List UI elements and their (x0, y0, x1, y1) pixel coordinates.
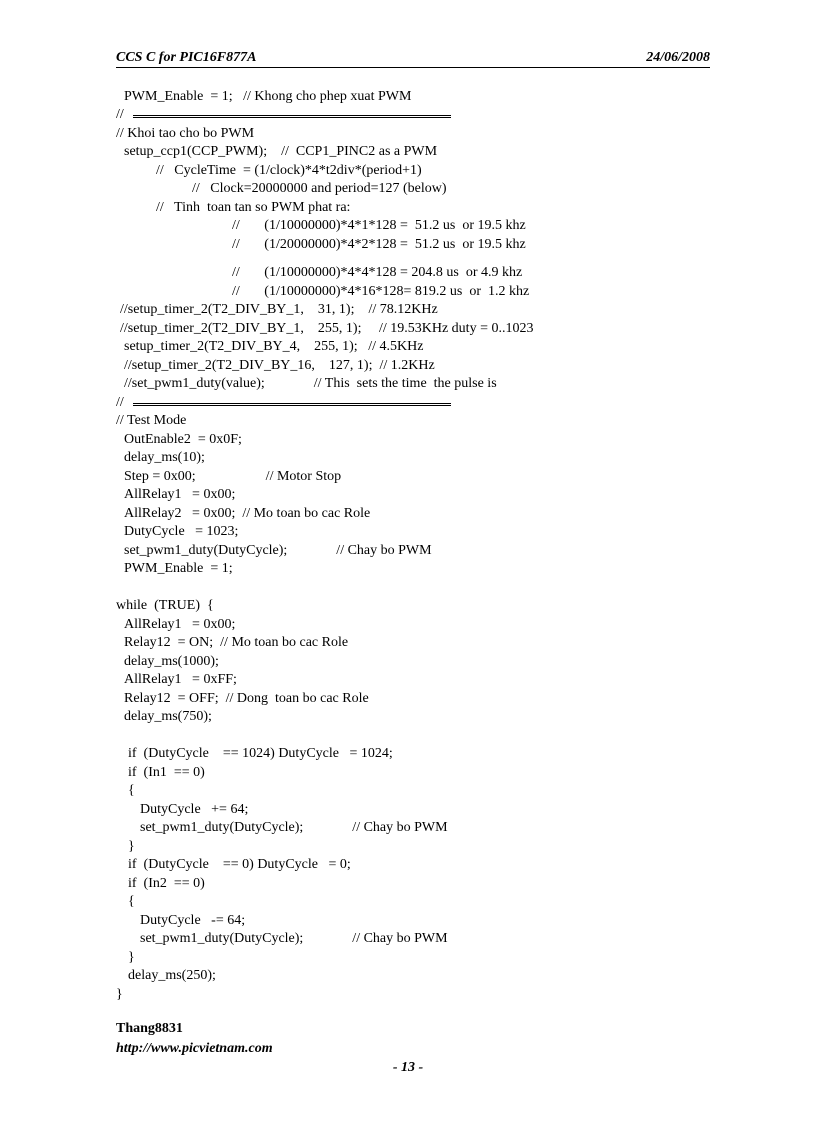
author-name: Thang8831 (116, 1021, 183, 1036)
code-line: } (128, 950, 135, 965)
header-title: CCS C for PIC16F877A (116, 50, 257, 65)
code-line: Relay12 = ON; // Mo toan bo cac Role (124, 635, 349, 650)
code-line: { (128, 894, 135, 909)
code-line: if (In2 == 0) (128, 876, 205, 891)
code-line: set_pwm1_duty(DutyCycle); // Chay bo PWM (140, 931, 448, 946)
code-line: AllRelay1 = 0x00; (124, 617, 236, 632)
code-line: setup_ccp1(CCP_PWM); // CCP1_PINC2 as a PWM (124, 144, 438, 159)
page-number: - 13 - (392, 1060, 424, 1075)
code-line: AllRelay1 = 0xFF; (124, 672, 237, 687)
separator-rule (133, 115, 451, 118)
header-rule (116, 67, 710, 68)
code-line: // (1/10000000)*4*4*128 = 204.8 us or 4.9 khz (232, 265, 523, 280)
code-line: //setup_timer_2(T2_DIV_BY_1, 255, 1); // 19.53KHz duty = 0..1023 (120, 321, 534, 336)
code-line: //setup_timer_2(T2_DIV_BY_16, 127, 1); // 1.2KHz (124, 358, 435, 373)
code-line: AllRelay2 = 0x00; // Mo toan bo cac Role (124, 506, 371, 521)
website-link[interactable]: http://www.picvietnam.com (116, 1041, 273, 1056)
code-line: } (116, 987, 123, 1002)
code-line: delay_ms(750); (124, 709, 212, 724)
code-line: delay_ms(10); (124, 450, 205, 465)
code-line: // Khoi tao cho bo PWM (116, 126, 255, 141)
code-line: // CycleTime = (1/clock)*4*t2div*(period+1) (156, 163, 422, 178)
code-line: //setup_timer_2(T2_DIV_BY_1, 31, 1); // 78.12KHz (120, 302, 438, 317)
code-line: // (1/10000000)*4*16*128= 819.2 us or 1.2 khz (232, 284, 530, 299)
code-line: // Test Mode (116, 413, 187, 428)
code-line: if (DutyCycle == 1024) DutyCycle = 1024; (128, 746, 393, 761)
code-line: //set_pwm1_duty(value); // This sets the time the pulse is (124, 376, 497, 391)
code-line: Step = 0x00; // Motor Stop (124, 469, 342, 484)
code-line: AllRelay1 = 0x00; (124, 487, 236, 502)
code-line: if (In1 == 0) (128, 765, 205, 780)
code-line: while (TRUE) { (116, 598, 214, 613)
code-line: delay_ms(250); (128, 968, 216, 983)
code-line: setup_timer_2(T2_DIV_BY_4, 255, 1); // 4.5KHz (124, 339, 424, 354)
separator-rule (133, 403, 451, 406)
code-line: PWM_Enable = 1; // Khong cho phep xuat PWM (124, 89, 412, 104)
code-line: } (128, 839, 135, 854)
code-line: // (1/20000000)*4*2*128 = 51.2 us or 19.5 khz (232, 237, 526, 252)
code-line: DutyCycle -= 64; (140, 913, 246, 928)
code-line: // (1/10000000)*4*1*128 = 51.2 us or 19.5 khz (232, 218, 526, 233)
page-header (116, 50, 710, 68)
code-line: Relay12 = OFF; // Dong toan bo cac Role (124, 691, 369, 706)
code-line: if (DutyCycle == 0) DutyCycle = 0; (128, 857, 351, 872)
code-line: PWM_Enable = 1; (124, 561, 233, 576)
header-date: 24/06/2008 (646, 50, 710, 65)
code-line: DutyCycle = 1023; (124, 524, 239, 539)
separator-comment: // (116, 107, 124, 122)
separator-comment: // (116, 395, 124, 410)
code-line: DutyCycle += 64; (140, 802, 249, 817)
code-line: // Tinh toan tan so PWM phat ra: (156, 200, 351, 215)
code-line: { (128, 783, 135, 798)
code-line: OutEnable2 = 0x0F; (124, 432, 242, 447)
code-line: set_pwm1_duty(DutyCycle); // Chay bo PWM (140, 820, 448, 835)
code-line: // Clock=20000000 and period=127 (below) (192, 181, 447, 196)
code-line: delay_ms(1000); (124, 654, 219, 669)
code-line: set_pwm1_duty(DutyCycle); // Chay bo PWM (124, 543, 432, 558)
